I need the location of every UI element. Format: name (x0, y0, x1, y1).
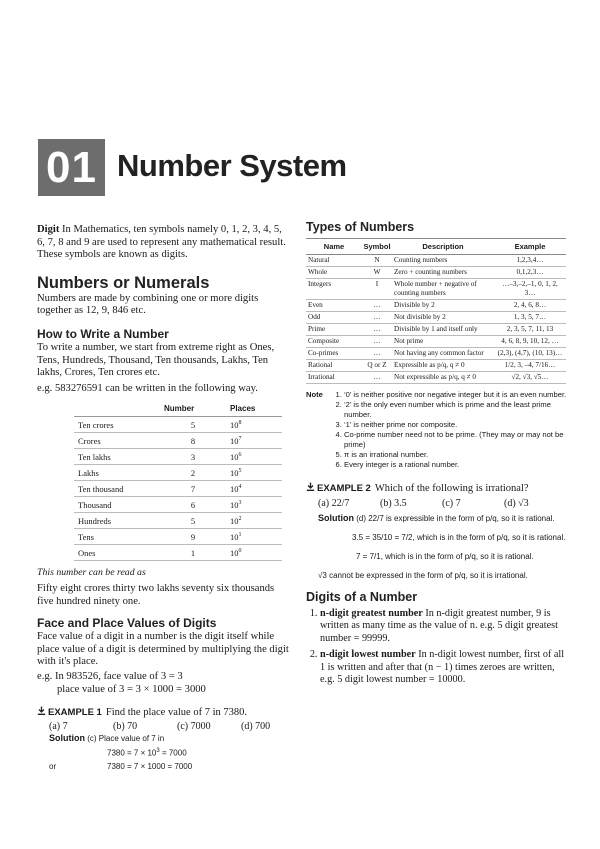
types-of-numbers-table (306, 238, 566, 384)
type-example: √2, √3, √5… (494, 372, 566, 384)
digit-value: 7 (160, 481, 226, 497)
table-row (306, 336, 566, 348)
type-example: 2, 3, 5, 7, 11, 13 (494, 324, 566, 336)
place-power: $10^0$ (226, 545, 282, 561)
type-name: Natural (306, 255, 362, 267)
solution-line-1: $7380 = 7 \times 10^3 = 7000$ (107, 748, 187, 758)
type-description: Not divisible by 2 (392, 312, 494, 324)
place-name: Ten crores (74, 417, 160, 433)
option-d: (d) 700 (241, 721, 271, 733)
place-power: $10^4$ (226, 481, 282, 497)
type-name: Even (306, 300, 362, 312)
solution-label: Solution (49, 733, 85, 744)
type-example: 1,2,3,4… (494, 255, 566, 267)
type-name: Co-primes (306, 348, 362, 360)
digit-definition: In Mathematics, ten symbols namely 0, 1, 2, 3, 4, 5, 6, 7, 8 and 9 are used to represent any mathematical result. These symbols are known as digits. (37, 224, 286, 261)
place-name: Ten lakhs (74, 449, 160, 465)
type-example: 2, 4, 6, 8… (494, 300, 566, 312)
table-header: Name (306, 239, 362, 255)
table-row (306, 312, 566, 324)
table-header: Description (392, 239, 494, 255)
place-power: $10^5$ (226, 465, 282, 481)
place-name: Lakhs (74, 465, 160, 481)
types-heading: Types of Numbers (306, 220, 415, 234)
solution-label: Solution (318, 513, 354, 523)
table-header: Example (494, 239, 566, 255)
table-row (306, 255, 566, 267)
place-power: $10^7$ (226, 433, 282, 449)
type-name: Rational (306, 360, 362, 372)
numerals-text: Numbers are made by combining one or more digits together as 12, 9, 846 etc. (37, 292, 259, 317)
type-symbol: … (362, 336, 392, 348)
type-description: Divisible by 1 and itself only (392, 324, 494, 336)
place-name: Ones (74, 545, 160, 561)
type-symbol: … (362, 348, 392, 360)
type-name: Irrational (306, 372, 362, 384)
table-row (306, 372, 566, 384)
option-c: (c) 7 (442, 498, 461, 509)
digit-value: 2 (160, 465, 226, 481)
read-as-text: Fifty eight crores thirty two lakhs seventy six thousands five hundred ninety one. (37, 582, 275, 607)
face-place-text: Face value of a digit in a number is the digit itself while place value of a digit is determined by multiplying the digit with it's place. (37, 631, 289, 668)
type-description: Whole number + negative of counting numbers (392, 279, 494, 300)
digits-item (320, 608, 568, 645)
place-power: $10^8$ (226, 417, 282, 433)
table-row (306, 279, 566, 300)
option-d: (d) √3 (504, 498, 529, 509)
solution-line-1: (d) 22/7 is expressible in the form of p/q, so it is rational. (356, 514, 555, 523)
option-c: (c) 7000 (177, 721, 211, 733)
example-2-question: Which of the following is irrational? (374, 483, 529, 494)
example-icon (37, 702, 46, 711)
note-item: 6. Every integer is a rational number. (344, 460, 568, 470)
type-example: 1/2, 3, –4, 7/16… (494, 360, 566, 372)
example-1 (37, 702, 289, 773)
type-example: …–3,–2,–1, 0, 1, 2, 3… (494, 279, 566, 300)
table-header (74, 401, 160, 417)
table-row (306, 300, 566, 312)
digit-value: 5 (160, 417, 226, 433)
example-1-options (49, 721, 289, 732)
type-symbol: … (362, 324, 392, 336)
type-name: Integers (306, 279, 362, 300)
table-row (74, 449, 282, 465)
example-2-options (318, 498, 568, 509)
table-row (74, 529, 282, 545)
digits-term: n-digit lowest number (320, 649, 416, 661)
solution-line-4: √3 cannot be expressed in the form of p/q, so it is irrational. (318, 571, 528, 580)
example-1-question: Find the place value of 7 in 7380. (105, 707, 247, 719)
type-symbol: … (362, 300, 392, 312)
place-name: Crores (74, 433, 160, 449)
option-b: (b) 3.5 (380, 498, 407, 509)
digits-heading: Digits of a Number (306, 590, 418, 604)
note-item: 1. ‘0’ is neither positive nor negative integer but it is an even number. (344, 390, 568, 400)
type-symbol: … (362, 312, 392, 324)
digit-value: 6 (160, 497, 226, 513)
example-2 (306, 478, 568, 582)
table-header: Symbol (362, 239, 392, 255)
type-symbol: Q or Z (362, 360, 392, 372)
digits-term: n-digit greatest number (320, 608, 423, 619)
type-name: Prime (306, 324, 362, 336)
digits-list (306, 608, 568, 686)
solution-line-2: 3.5 = 35/10 = 7/2, which is in the form of p/q, so it is rational. (352, 533, 566, 542)
note-block (306, 390, 568, 470)
place-power: $10^3$ (226, 497, 282, 513)
digit-term: Digit (37, 224, 60, 235)
numerals-heading: Numbers or Numerals (37, 273, 210, 292)
chapter-title: Number System (117, 148, 347, 183)
type-name: Whole (306, 267, 362, 279)
example-1-label: EXAMPLE 1 (48, 707, 102, 719)
table-row (306, 267, 566, 279)
type-description: Divisible by 2 (392, 300, 494, 312)
write-number-heading: How to Write a Number (37, 326, 169, 341)
type-example: (2,3), (4,7), (10, 13)… (494, 348, 566, 360)
face-example-line1: e.g. In 983526, face value of 3 = 3 (37, 670, 183, 682)
type-description: Zero + counting numbers (392, 267, 494, 279)
table-row (306, 348, 566, 360)
table-header-row (306, 239, 566, 255)
solution-line-3: 7 = 7/1, which is in the form of p/q, so it is rational. (356, 552, 534, 561)
note-item: 2. ‘2’ is the only even number which is prime and the least prime number. (344, 400, 568, 420)
option-a: (a) 22/7 (318, 498, 350, 509)
place-name: Ten thousand (74, 481, 160, 497)
face-place-heading: Face and Place Values of Digits (37, 616, 217, 631)
table-row (74, 417, 282, 433)
read-as-label: This number can be read as (37, 567, 146, 579)
table-row (306, 360, 566, 372)
digits-text: In n-digit lowest number, first of all 1 is written and after that (n − 1) times zeroes are written, e.g. 5 digit lowest number = 10000. (320, 649, 565, 686)
digit-value: 9 (160, 529, 226, 545)
example-icon (306, 478, 315, 487)
table-header: Number (160, 401, 226, 417)
digits-item (320, 649, 568, 686)
table-header: Places (226, 401, 282, 417)
place-value-table (74, 401, 282, 561)
type-example: 1, 3, 5, 7… (494, 312, 566, 324)
face-example-line2: place value of 3 = 3 × 1000 = 3000 (57, 683, 206, 695)
note-item: 5. π is an irrational number. (344, 450, 568, 460)
digit-value: 8 (160, 433, 226, 449)
chapter-number: 01 (38, 139, 105, 196)
type-description: Not having any common factor (392, 348, 494, 360)
table-row (74, 481, 282, 497)
note-item: 3. ‘1’ is neither prime nor composite. (344, 420, 568, 430)
type-description: Not prime (392, 336, 494, 348)
solution-line-2: or 7380 = 7 × 1000 = 7000 (49, 761, 193, 771)
type-name: Odd (306, 312, 362, 324)
place-name: Tens (74, 529, 160, 545)
place-power: $10^1$ (226, 529, 282, 545)
digits-text: In n-digit greatest number, 9 is written as many time as the value of n. e.g. 5 digit greatest number = 99999. (320, 608, 558, 644)
type-description: Counting numbers (392, 255, 494, 267)
type-description: Not expressible as p/q, q ≠ 0 (392, 372, 494, 384)
note-list (332, 390, 568, 470)
place-power: $10^6$ (226, 449, 282, 465)
write-number-example: e.g. 583276591 can be written in the following way. (37, 382, 258, 394)
table-row (74, 433, 282, 449)
type-symbol: N (362, 255, 392, 267)
digit-value: 1 (160, 545, 226, 561)
digit-value: 5 (160, 513, 226, 529)
type-symbol: I (362, 279, 392, 300)
type-description: Expressible as p/q, q ≠ 0 (392, 360, 494, 372)
type-example: 4, 6, 8, 9, 10, 12, … (494, 336, 566, 348)
table-row (74, 513, 282, 529)
type-symbol: W (362, 267, 392, 279)
table-row (306, 324, 566, 336)
table-row (74, 497, 282, 513)
solution-intro: (c) Place value of 7 in (87, 734, 165, 744)
right-column (306, 220, 568, 690)
write-number-text: To write a number, we start from extreme right as Ones, Tens, Hundreds, Thousand, Ten thousands, Lakhs, Ten lakhs, Crores, Ten crores etc. (37, 341, 275, 379)
option-a: (a) 7 (49, 721, 68, 733)
type-symbol: … (362, 372, 392, 384)
place-name: Hundreds (74, 513, 160, 529)
place-power: $10^2$ (226, 513, 282, 529)
type-example: 0,1,2,3… (494, 267, 566, 279)
option-b: (b) 70 (113, 721, 138, 733)
note-label: Note (306, 390, 323, 399)
example-2-label: EXAMPLE 2 (317, 483, 371, 494)
table-header-row (74, 401, 282, 417)
type-name: Composite (306, 336, 362, 348)
table-row (74, 465, 282, 481)
table-row (74, 545, 282, 561)
left-column (37, 224, 289, 773)
note-item: 4. Co-prime number need not to be prime. (They may or may not be prime) (344, 430, 568, 450)
place-name: Thousand (74, 497, 160, 513)
digit-intro (37, 224, 289, 262)
digit-value: 3 (160, 449, 226, 465)
